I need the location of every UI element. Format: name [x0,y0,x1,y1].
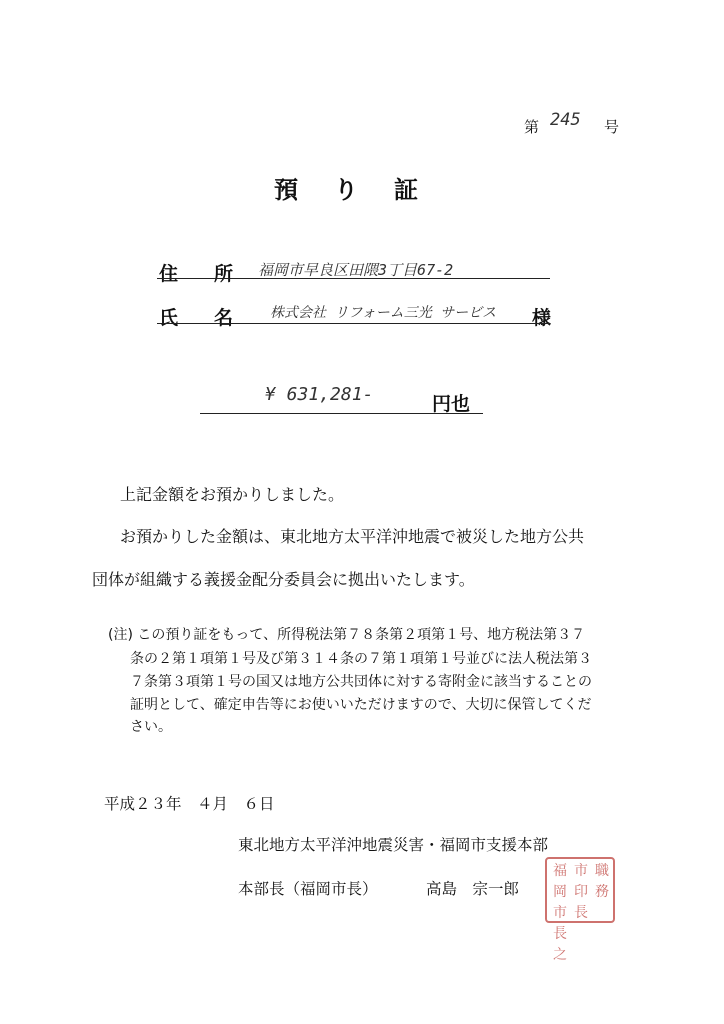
address-underline [157,278,550,279]
seal-text: 市印長 [574,863,588,921]
address-value: 福岡市早良区田隈3丁目67-2 [258,261,454,279]
issue-date: 平成２３年 ４月 ６日 [104,795,275,813]
address-label [159,259,269,286]
address-label-char: 所 [214,263,234,285]
name-label [159,303,269,330]
note-line: 証明として、確定申告等にお使いいただけますので、大切に保管してくだ [130,697,592,713]
seal-text: 福岡市長之 [553,863,567,963]
chief-name: 高島 宗一郎 [426,880,520,898]
note-line: (注) この預り証をもって、所得税法第７８条第２項第１号、地方税法第３７ [108,627,586,643]
body-paragraph-1: 上記金額をお預かりしました。 [120,485,345,504]
title-char: り [334,176,358,204]
title-char: 預 [274,176,298,204]
issuer-organization: 東北地方太平洋沖地震災害・福岡市支援本部 [238,836,549,854]
official-seal [545,857,615,963]
amount-suffix: 円也 [432,393,471,415]
name-suffix: 様 [532,307,552,329]
amount-underline [200,413,483,414]
number-prefix: 第 [524,118,540,136]
note-line: さい。 [130,719,172,735]
body-paragraph-2: お預かりした金額は、東北地方太平洋沖地震で被災した地方公共 [120,527,585,546]
body-paragraph-3: 団体が組織する義援金配分委員会に拠出いたします。 [92,570,475,589]
chief-title: 本部長（福岡市長） [238,880,378,898]
title-char: 証 [394,176,418,204]
name-label-char: 名 [214,307,234,329]
note-line: ７条第３項第１号の国又は地方公共団体に対する寄附金に該当することの [130,674,592,690]
note-line: 条の２第１項第１号及び第３１４条の７第１項第１号並びに法人税法第３ [130,651,592,667]
seal-text: 職務 [595,863,609,900]
document-title [274,170,454,205]
amount-value: ¥ 631,281- [265,384,374,405]
name-label-char: 氏 [159,307,179,329]
name-value: 株式会社 リフォーム三光 サービス [270,305,497,321]
number-suffix: 号 [604,118,620,136]
name-underline [157,323,550,324]
receipt-number: 245 [550,110,581,130]
address-label-char: 住 [159,263,179,285]
